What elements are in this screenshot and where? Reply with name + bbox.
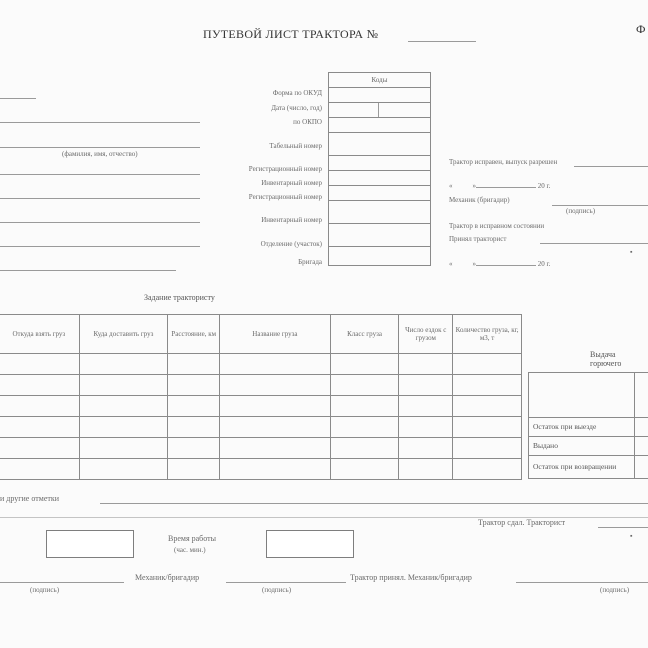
blank-line [0, 246, 200, 247]
col-header: Количество груза, кг, м3, т [453, 315, 522, 354]
cargo-table [0, 314, 522, 480]
received-label: Трактор принял. Механик/бригадир [350, 573, 472, 582]
code-cell[interactable] [329, 171, 431, 186]
col-header: Класс груза [330, 315, 399, 354]
code-label: Бригада [298, 258, 322, 266]
handed-over-text: Трактор сдал. Тракторист [478, 518, 566, 527]
table-row [0, 354, 522, 375]
work-time-label: Время работы [168, 534, 217, 543]
code-cell[interactable] [329, 201, 431, 224]
number-line [408, 41, 476, 42]
time-box-left[interactable] [46, 530, 134, 558]
sign-line [516, 582, 648, 583]
col-header: Куда доставить груз [79, 315, 168, 354]
code-cell[interactable] [329, 247, 431, 266]
date-line-2: « » 20 г. [449, 260, 551, 268]
blank-line [0, 98, 36, 99]
blank-line [0, 198, 200, 199]
mark: ▪ [630, 248, 633, 256]
codes-header: Коды [329, 73, 431, 88]
sign-caption: (подпись) [566, 207, 596, 215]
blank-line [0, 147, 200, 148]
code-cell[interactable] [329, 156, 431, 171]
code-label: Отделение (участок) [260, 240, 322, 248]
code-label: Дата (число, год) [271, 104, 322, 112]
code-cell[interactable] [329, 133, 431, 156]
fuel-heading: Выдача горючего [590, 350, 622, 368]
code-cell[interactable] [329, 88, 431, 103]
sign-caption: (подпись) [30, 586, 60, 594]
sign-line [226, 582, 346, 583]
blank-line [540, 243, 648, 244]
task-heading: Задание трактористу [144, 293, 215, 302]
table-row [0, 438, 522, 459]
code-label: Табельный номер [269, 142, 322, 150]
date-year-2: 20 г. [537, 260, 551, 268]
mechanic-text: Механик (бригадир) [449, 196, 510, 204]
code-label: Форма по ОКУД [272, 89, 322, 97]
table-row [0, 417, 522, 438]
blank-line [574, 166, 648, 167]
fuel-row-label: Остаток при выезде [529, 418, 635, 437]
fuel-row-label: Выдано [529, 437, 635, 456]
blank-line [598, 527, 648, 528]
sign-line [0, 582, 124, 583]
table-row [0, 396, 522, 417]
code-label: Регистрационный номер [248, 193, 322, 201]
blank-line [0, 222, 200, 223]
code-label: по ОКПО [293, 118, 322, 126]
form-code-fragment: Ф [636, 22, 646, 36]
blank-line [0, 270, 176, 271]
mark: ▪ [630, 532, 633, 540]
fio-caption: (фамилия, имя, отчество) [62, 150, 138, 158]
codes-table [328, 72, 431, 266]
sign-caption: (подпись) [262, 586, 292, 594]
col-header: Расстояние, км [168, 315, 220, 354]
code-cell-date[interactable] [329, 103, 431, 118]
form-title: ПУТЕВОЙ ЛИСТ ТРАКТОРА № [203, 27, 379, 41]
fuel-table [528, 372, 648, 479]
date-year: 20 г. [537, 182, 551, 190]
col-header: Число ездок с грузом [399, 315, 453, 354]
mechanic-sign-label: Механик/бригадир [135, 573, 200, 582]
code-cell[interactable] [329, 224, 431, 247]
fuel-row-label: Остаток при возвращении [529, 456, 635, 479]
code-label: Инвентарный номер [261, 216, 322, 224]
tractor-ok-text: Трактор исправен, выпуск разрешен [449, 158, 558, 166]
col-header: Откуда взять груз [0, 315, 79, 354]
code-label: Инвентарный номер [261, 179, 322, 187]
sign-caption: (подпись) [600, 586, 630, 594]
blank-line [0, 174, 200, 175]
date-line: « » 20 г. [449, 182, 551, 190]
tractor-good-text: Трактор в исправном состоянии [449, 222, 545, 230]
table-row [0, 375, 522, 396]
blank-line [552, 205, 648, 206]
table-row [0, 459, 522, 480]
notes-line [100, 503, 648, 504]
work-time-sub: (час. мин.) [174, 546, 206, 554]
code-label: Регистрационный номер [248, 165, 322, 173]
time-box-right[interactable] [266, 530, 354, 558]
code-cell[interactable] [329, 118, 431, 133]
accepted-text: Принял тракторист [449, 235, 507, 243]
notes-label: и другие отметки [0, 494, 60, 503]
code-cell[interactable] [329, 186, 431, 201]
col-header: Название груза [220, 315, 331, 354]
blank-line [0, 122, 200, 123]
